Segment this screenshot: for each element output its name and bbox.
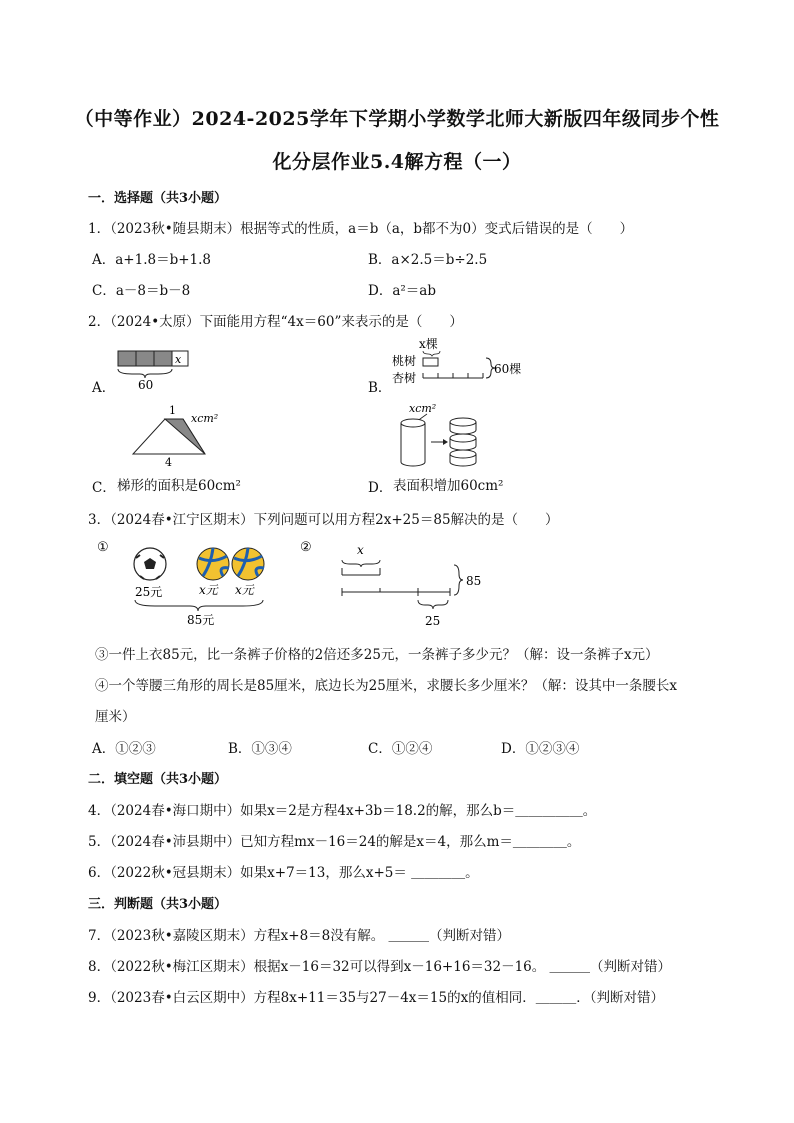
q3-item-3: ③一件上衣85元，比一条裤子价格的2倍还多25元，一条裤子多少元？（解：设一条裤子x元） xyxy=(95,647,659,663)
q2-option-a-label: A． xyxy=(92,380,116,396)
peach-bar xyxy=(423,358,438,366)
fig-c-area: xcm² xyxy=(191,412,219,425)
q2-figure-b xyxy=(388,334,538,394)
q2-option-d-caption: 表面积增加60cm² xyxy=(393,478,504,494)
q3-item-4a: ④一个等腰三角形的周长是85厘米，底边长为25厘米，求腰长多少厘米？（解：设其中一条腰长x xyxy=(95,678,677,694)
fig-a-total: 60 xyxy=(138,378,154,392)
q4-stem: 4．（2024春•海口期中）如果x＝2是方程4x+3b＝18.2的解，那么b＝＿＿＿＿＿。 xyxy=(88,803,597,819)
fig-a-x: x xyxy=(175,353,182,366)
fig1-total: 85元 xyxy=(187,613,215,627)
fig1-v1: x元 xyxy=(199,583,218,597)
section-fill: 二．填空题（共3小题） xyxy=(88,772,228,787)
q3-option-d: D．①②③④ xyxy=(501,741,580,757)
q5-stem: 5．（2024春•沛县期中）已知方程mx－16＝24的解是x＝4，那么m＝＿＿＿＿。 xyxy=(88,834,581,850)
fig2-num: ② xyxy=(300,540,312,555)
q2-option-b-label: B． xyxy=(368,380,392,396)
title-line-2: 化分层作业5.4解方程（一） xyxy=(272,151,522,173)
fig-d-area: xcm² xyxy=(409,402,437,415)
q8-stem: 8．（2022秋•梅江区期末）根据x－16＝32可以得到x－16+16＝32－16。 ＿＿＿（判断对错） xyxy=(88,959,672,975)
fig1-v2: x元 xyxy=(235,583,254,597)
q9-stem: 9．（2023春•白云区期中）方程8x+11＝35与27－4x＝15的x的值相同．＿＿＿．（判断对错） xyxy=(88,990,664,1006)
section-judge: 三．判断题（共3小题） xyxy=(88,897,228,912)
fig-b-row1: 桃树 xyxy=(392,354,417,368)
q3-stem: 3．（2024春•江宁区期末）下列问题可以用方程2x+25＝85解决的是（ ） xyxy=(88,512,559,528)
q6-stem: 6．（2022秋•冠县期末）如果x+7＝13，那么x+5＝ ＿＿＿＿。 xyxy=(88,865,479,881)
q3-figure-2 xyxy=(300,538,490,630)
q2-stem: 2．（2024•太原）下面能用方程“4x＝60”来表示的是（ ） xyxy=(88,314,463,330)
q2-figure-c xyxy=(125,402,235,468)
q1-stem: 1．（2023秋•随县期末）根据等式的性质，a＝b（a，b都不为0）变式后错误的是（ ） xyxy=(88,221,634,237)
q2-option-c-label: C． xyxy=(92,480,116,496)
fig2-top: x xyxy=(357,543,364,557)
fig-b-total: 60棵 xyxy=(494,362,522,376)
fig-c-top: 1 xyxy=(169,404,176,417)
fig1-ball-price: 25元 xyxy=(135,585,163,599)
fig1-num: ① xyxy=(97,540,109,555)
section-choice: 一．选择题（共3小题） xyxy=(88,191,228,206)
q7-stem: 7．（2023秋•嘉陵区期末）方程x+8＝8没有解。 ＿＿＿（判断对错） xyxy=(88,928,511,944)
fig2-bottom: 25 xyxy=(425,614,441,628)
fig-b-top: x棵 xyxy=(419,337,438,351)
brace xyxy=(118,369,172,378)
bar-segment xyxy=(136,351,154,366)
q1-option-b: B．a×2.5＝b÷2.5 xyxy=(368,252,488,268)
fig2-right: 85 xyxy=(466,574,482,588)
q3-option-a: A．①②③ xyxy=(92,741,156,757)
fig-b-row2: 杏树 xyxy=(392,371,417,385)
q1-option-d: D．a²＝ab xyxy=(368,283,436,299)
q2-figure-d xyxy=(393,400,493,470)
bar-segment xyxy=(118,351,136,366)
q2-figure-a xyxy=(112,345,202,393)
q3-figure-1 xyxy=(95,538,280,628)
q3-item-4b: 厘米） xyxy=(95,709,136,725)
q3-option-c: C．①②④ xyxy=(368,741,433,757)
q2-option-c-caption: 梯形的面积是60cm² xyxy=(117,478,241,494)
q3-option-b: B．①③④ xyxy=(228,741,292,757)
q1-option-c: C．a－8＝b－8 xyxy=(92,283,191,299)
q2-option-d-label: D． xyxy=(368,480,393,496)
title-line-1: （中等作业）2024-2025学年下学期小学数学北师大新版四年级同步个性 xyxy=(74,108,720,130)
cylinder-top xyxy=(401,419,425,427)
q1-option-a: A．a+1.8＝b+1.8 xyxy=(92,252,212,268)
fig-c-bottom: 4 xyxy=(165,456,172,468)
bar-segment xyxy=(154,351,172,366)
